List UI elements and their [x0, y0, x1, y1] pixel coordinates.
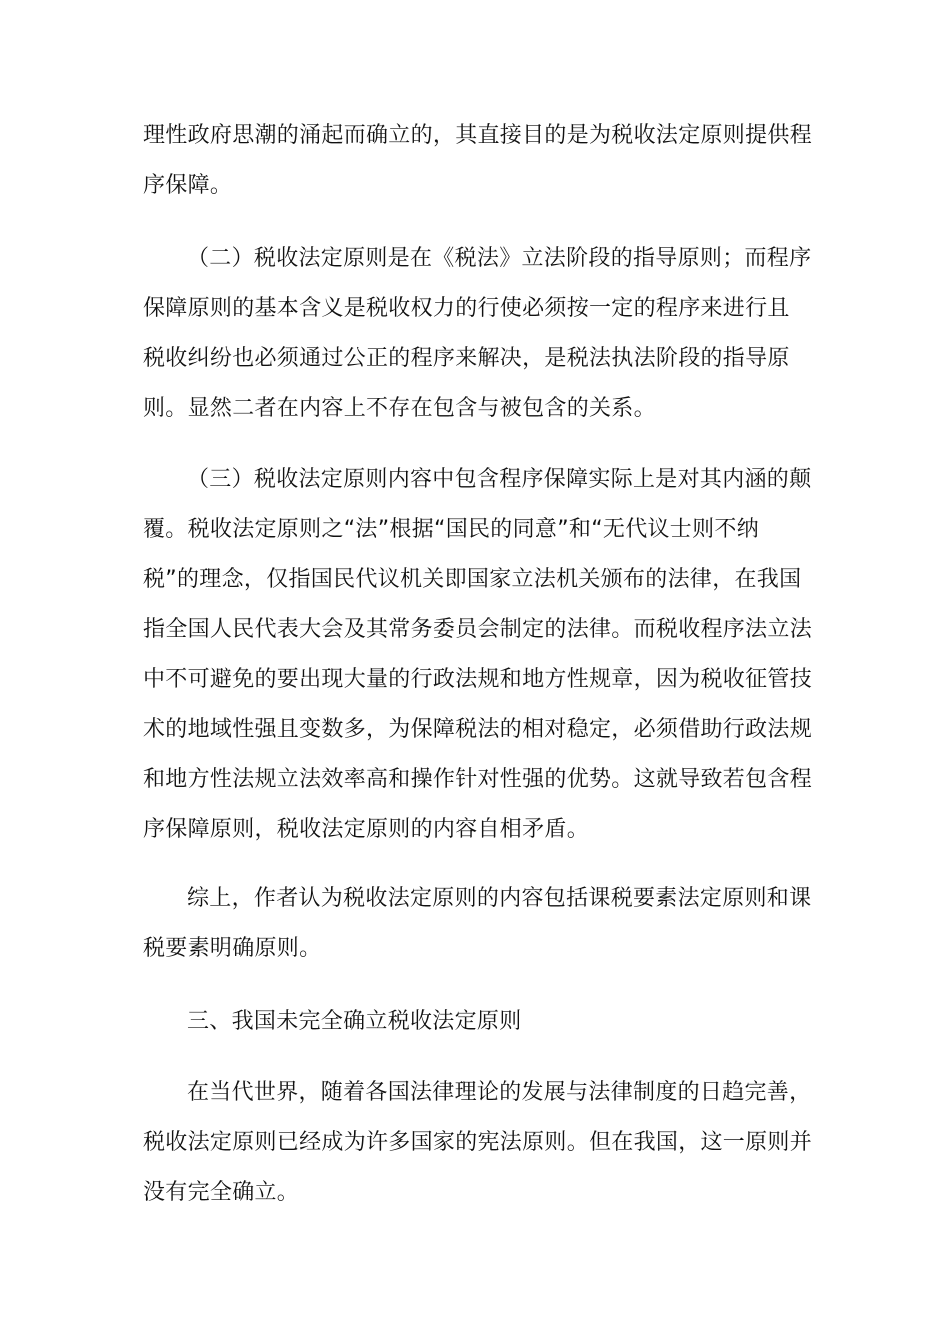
text-line: 中不可避免的要出现大量的行政法规和地方性规章，因为税收征管技 [143, 667, 813, 692]
text-line: 覆。税收法定原则之“法”根据“国民的同意”和“无代议士则不纳 [143, 517, 759, 542]
text-line: （三）税收法定原则内容中包含程序保障实际上是对其内涵的颠 [187, 467, 812, 492]
text-line: 税”的理念，仅指国民代议机关即国家立法机关颁布的法律，在我国 [143, 567, 802, 592]
text-line: 在当代世界，随着各国法律理论的发展与法律制度的日趋完善， [187, 1080, 812, 1105]
text-line: 税收法定原则已经成为许多国家的宪法原则。但在我国，这一原则并 [143, 1130, 813, 1155]
section-heading: 三、我国未完全确立税收法定原则 [187, 1009, 522, 1034]
text-line: 税收纠纷也必须通过公正的程序来解决，是税法执法阶段的指导原 [143, 346, 790, 371]
text-line: 指全国人民代表大会及其常务委员会制定的法律。而税收程序法立法 [143, 617, 813, 642]
text-line: 序保障。 [143, 173, 233, 198]
paragraph-point-two [143, 234, 812, 434]
text-line: 术的地域性强且变数多，为保障税法的相对稳定，必须借助行政法规 [143, 717, 813, 742]
paragraph-continuation [143, 111, 813, 211]
paragraph-point-three [143, 455, 813, 855]
text-line: 和地方性法规立法效率高和操作针对性强的优势。这就导致若包含程 [143, 767, 813, 792]
text-line: 序保障原则，税收法定原则的内容自相矛盾。 [143, 817, 590, 842]
paragraph-intro [143, 1068, 813, 1218]
text-line: （二）税收法定原则是在《税法》立法阶段的指导原则；而程序 [187, 246, 812, 271]
text-line: 没有完全确立。 [143, 1180, 300, 1205]
text-line: 保障原则的基本含义是税收权力的行使必须按一定的程序来进行且 [143, 296, 790, 321]
text-line: 则。显然二者在内容上不存在包含与被包含的关系。 [143, 396, 656, 421]
text-line: 综上，作者认为税收法定原则的内容包括课税要素法定原则和课 [187, 886, 812, 911]
paragraph-summary [143, 874, 812, 974]
text-line: 理性政府思潮的涌起而确立的，其直接目的是为税收法定原则提供程 [143, 123, 813, 148]
text-line: 税要素明确原则。 [143, 936, 322, 961]
